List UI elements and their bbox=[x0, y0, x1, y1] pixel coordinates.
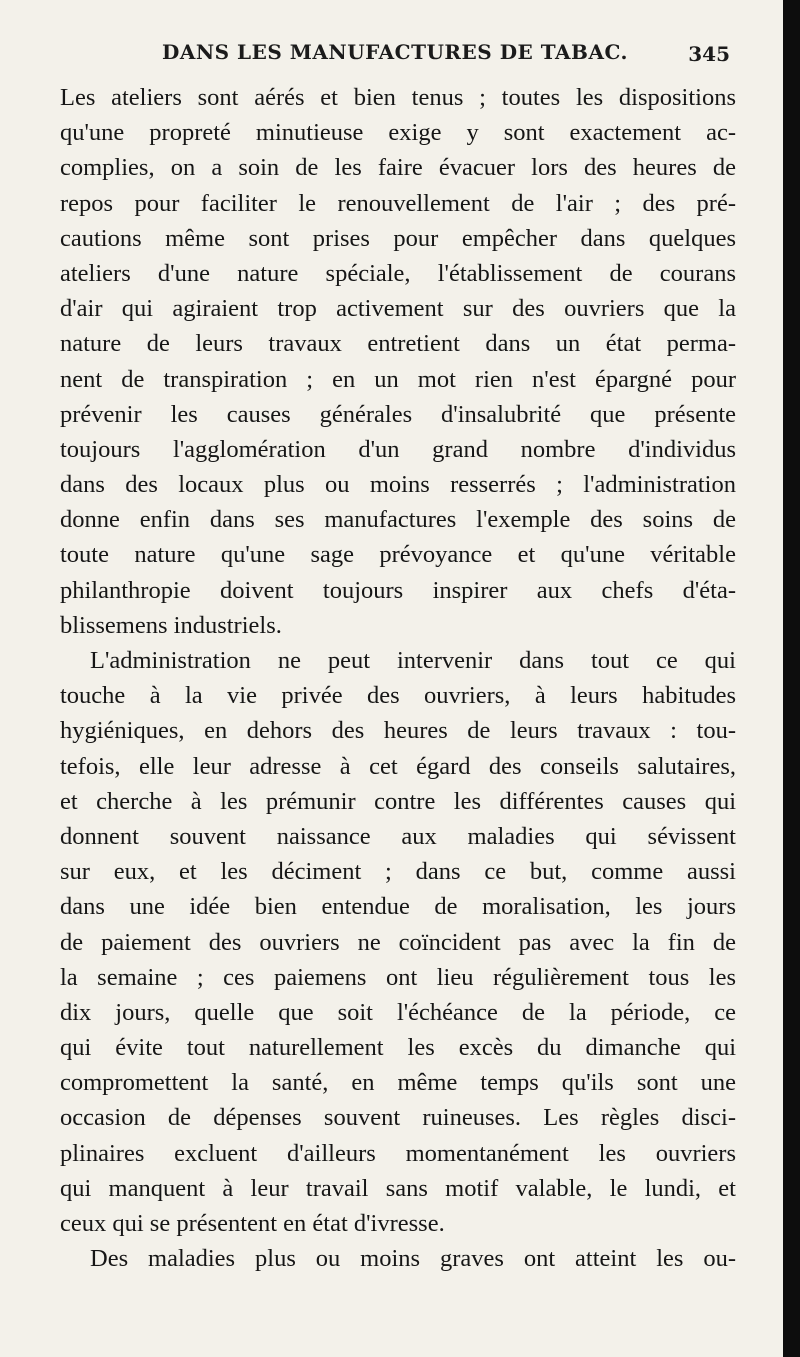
text-line: dix jours, quelle que soit l'échéance de la période, ce bbox=[60, 998, 736, 1026]
text-line: dans des locaux plus ou moins resserrés ; l'administration bbox=[60, 471, 736, 499]
text-line: nature de leurs travaux entretient dans un état perma- bbox=[60, 330, 736, 358]
paragraph-3 bbox=[60, 1241, 736, 1276]
text-line: qui évite tout naturellement les excès du dimanche qui bbox=[60, 1034, 736, 1062]
text-line: sur eux, et les déciment ; dans ce but, comme aussi bbox=[60, 858, 736, 886]
text-line: prévenir les causes générales d'insalubrité que présente bbox=[60, 400, 736, 428]
text-line: blissemens industriels. bbox=[60, 611, 282, 639]
paragraph-2 bbox=[60, 643, 736, 1241]
page-number: 345 bbox=[688, 42, 730, 66]
text-line: de paiement des ouvriers ne coïncident pas avec la fin de bbox=[60, 928, 736, 956]
text-line: d'air qui agiraient trop activement sur des ouvriers que la bbox=[60, 295, 736, 323]
text-line: hygiéniques, en dehors des heures de leurs travaux : tou- bbox=[60, 717, 736, 745]
text-line: toujours l'agglomération d'un grand nombre d'individus bbox=[60, 435, 736, 463]
running-title: DANS LES MANUFACTURES DE TABAC. bbox=[162, 40, 629, 64]
text-line: donne enfin dans ses manufactures l'exemple des soins de bbox=[60, 506, 736, 534]
text-line: ateliers d'une nature spéciale, l'établissement de courans bbox=[60, 259, 736, 287]
scan-border bbox=[783, 0, 800, 1357]
text-line: compromettent la santé, en même temps qu'ils sont une bbox=[60, 1069, 736, 1097]
body-text bbox=[60, 80, 736, 1276]
text-line: Des maladies plus ou moins graves ont atteint les ou- bbox=[90, 1245, 736, 1273]
text-line: plinaires excluent d'ailleurs momentanément les ouvriers bbox=[60, 1139, 736, 1167]
text-line: philanthropie doivent toujours inspirer aux chefs d'éta- bbox=[60, 576, 736, 604]
text-line: tefois, elle leur adresse à cet égard des conseils salutaires, bbox=[60, 752, 736, 780]
text-line: complies, on a soin de les faire évacuer lors des heures de bbox=[60, 154, 736, 182]
text-line: dans une idée bien entendue de moralisation, les jours bbox=[60, 893, 736, 921]
text-line: qui manquent à leur travail sans motif valable, le lundi, et bbox=[60, 1174, 736, 1202]
page-header bbox=[62, 40, 730, 76]
text-line: qu'une propreté minutieuse exige y sont exactement ac- bbox=[60, 119, 736, 147]
paragraph-1 bbox=[60, 80, 736, 643]
text-line: donnent souvent naissance aux maladies qui sévissent bbox=[60, 822, 736, 850]
text-line: ceux qui se présentent en état d'ivresse. bbox=[60, 1210, 445, 1237]
text-line: Les ateliers sont aérés et bien tenus ; toutes les dispositions bbox=[60, 84, 736, 111]
text-line: toute nature qu'une sage prévoyance et qu'une véritable bbox=[60, 541, 736, 569]
text-line: cautions même sont prises pour empêcher dans quelques bbox=[60, 224, 736, 252]
text-line: occasion de dépenses souvent ruineuses. Les règles disci- bbox=[60, 1104, 736, 1132]
text-line: touche à la vie privée des ouvriers, à leurs habitudes bbox=[60, 682, 736, 710]
text-line: L'administration ne peut intervenir dans tout ce qui bbox=[90, 647, 736, 674]
text-line: la semaine ; ces paiemens ont lieu régulièrement tous les bbox=[60, 963, 736, 991]
text-line: nent de transpiration ; en un mot rien n'est épargné pour bbox=[60, 365, 736, 393]
text-line: et cherche à les prémunir contre les différentes causes qui bbox=[60, 787, 736, 815]
text-line: repos pour faciliter le renouvellement de l'air ; des pré- bbox=[60, 189, 736, 217]
